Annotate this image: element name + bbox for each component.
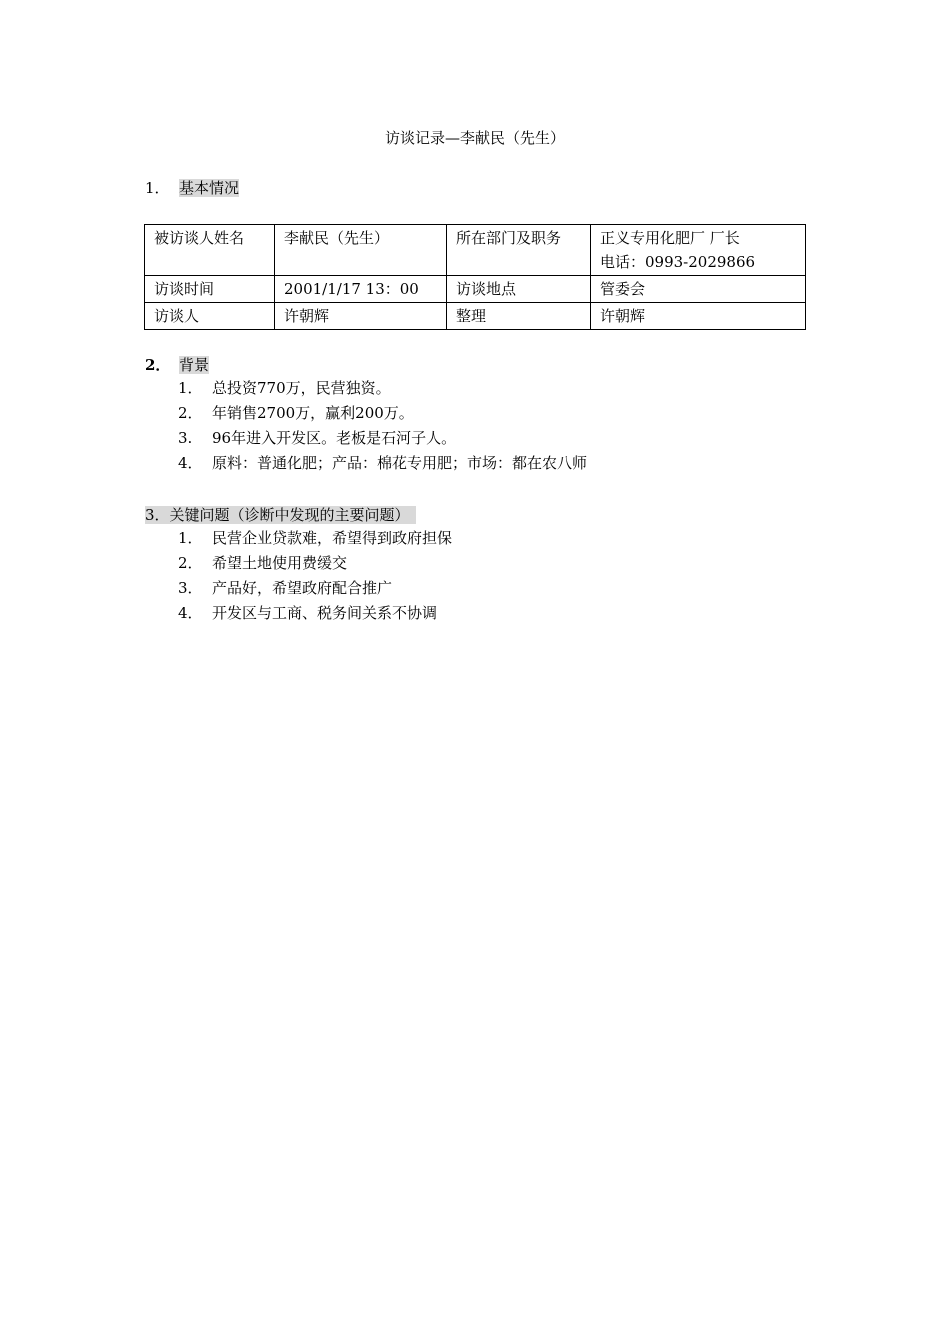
section-2-number: 2． [145, 356, 171, 374]
list-item [178, 526, 452, 551]
list-item-text: 总投资770万，民营独资。 [212, 379, 391, 397]
section-3-heading [145, 504, 416, 525]
table-cell: 整理 [447, 303, 591, 330]
list-item-text: 希望土地使用费缓交 [212, 554, 348, 572]
basic-info-table [144, 224, 806, 330]
section-2-label: 背景 [179, 356, 210, 374]
list-item-number: 3. [178, 429, 193, 447]
table-row [145, 225, 806, 276]
list-item [178, 451, 587, 476]
list-item [178, 426, 587, 451]
list-item-text: 96年进入开发区。老板是石河子人。 [212, 429, 457, 447]
background-list [178, 376, 587, 476]
table-cell-position [591, 225, 806, 276]
list-item-text: 开发区与工商、税务间关系不协调 [212, 604, 438, 622]
table-row [145, 276, 806, 303]
section-1-heading [145, 177, 239, 198]
table-cell: 访谈时间 [145, 276, 275, 303]
table-cell: 被访谈人姓名 [145, 225, 275, 276]
document-title: 访谈记录—李献民（先生） [384, 129, 565, 147]
table-row [145, 303, 806, 330]
list-item [178, 576, 452, 601]
key-issues-list [178, 526, 452, 626]
list-item-number: 4． [178, 604, 203, 622]
table-cell: 访谈地点 [447, 276, 591, 303]
list-item-number: 1． [178, 529, 203, 547]
table-cell: 许朝辉 [275, 303, 447, 330]
list-item-text: 年销售2700万，赢利200万。 [212, 404, 414, 422]
table-cell: 访谈人 [145, 303, 275, 330]
list-item [178, 601, 452, 626]
list-item-number: 2． [178, 404, 203, 422]
list-item [178, 551, 452, 576]
list-item-number: 2． [178, 554, 203, 572]
list-item-number: 4． [178, 454, 203, 472]
section-2-heading [145, 354, 209, 375]
section-1-label: 基本情况 [179, 179, 240, 197]
list-item-number: 1． [178, 379, 203, 397]
table-cell: 李献民（先生） [275, 225, 447, 276]
list-item-number: 3． [178, 579, 203, 597]
table-cell: 2001/1/17 13：00 [275, 276, 447, 303]
list-item-text: 产品好，希望政府配合推广 [212, 579, 393, 597]
table-cell: 管委会 [591, 276, 806, 303]
table-cell: 许朝辉 [591, 303, 806, 330]
section-1-number: 1． [145, 179, 170, 197]
list-item [178, 376, 587, 401]
phone-text: 电话：0993-2029866 [600, 253, 756, 271]
list-item-text: 原料：普通化肥；产品：棉花专用肥；市场：都在农八师 [212, 454, 588, 472]
table-cell: 所在部门及职务 [447, 225, 591, 276]
section-3-label: 3．关键问题（诊断中发现的主要问题） [145, 506, 416, 524]
list-item-text: 民营企业贷款难，希望得到政府担保 [212, 529, 453, 547]
position-text: 正义专用化肥厂 厂长 [600, 229, 740, 247]
list-item [178, 401, 587, 426]
